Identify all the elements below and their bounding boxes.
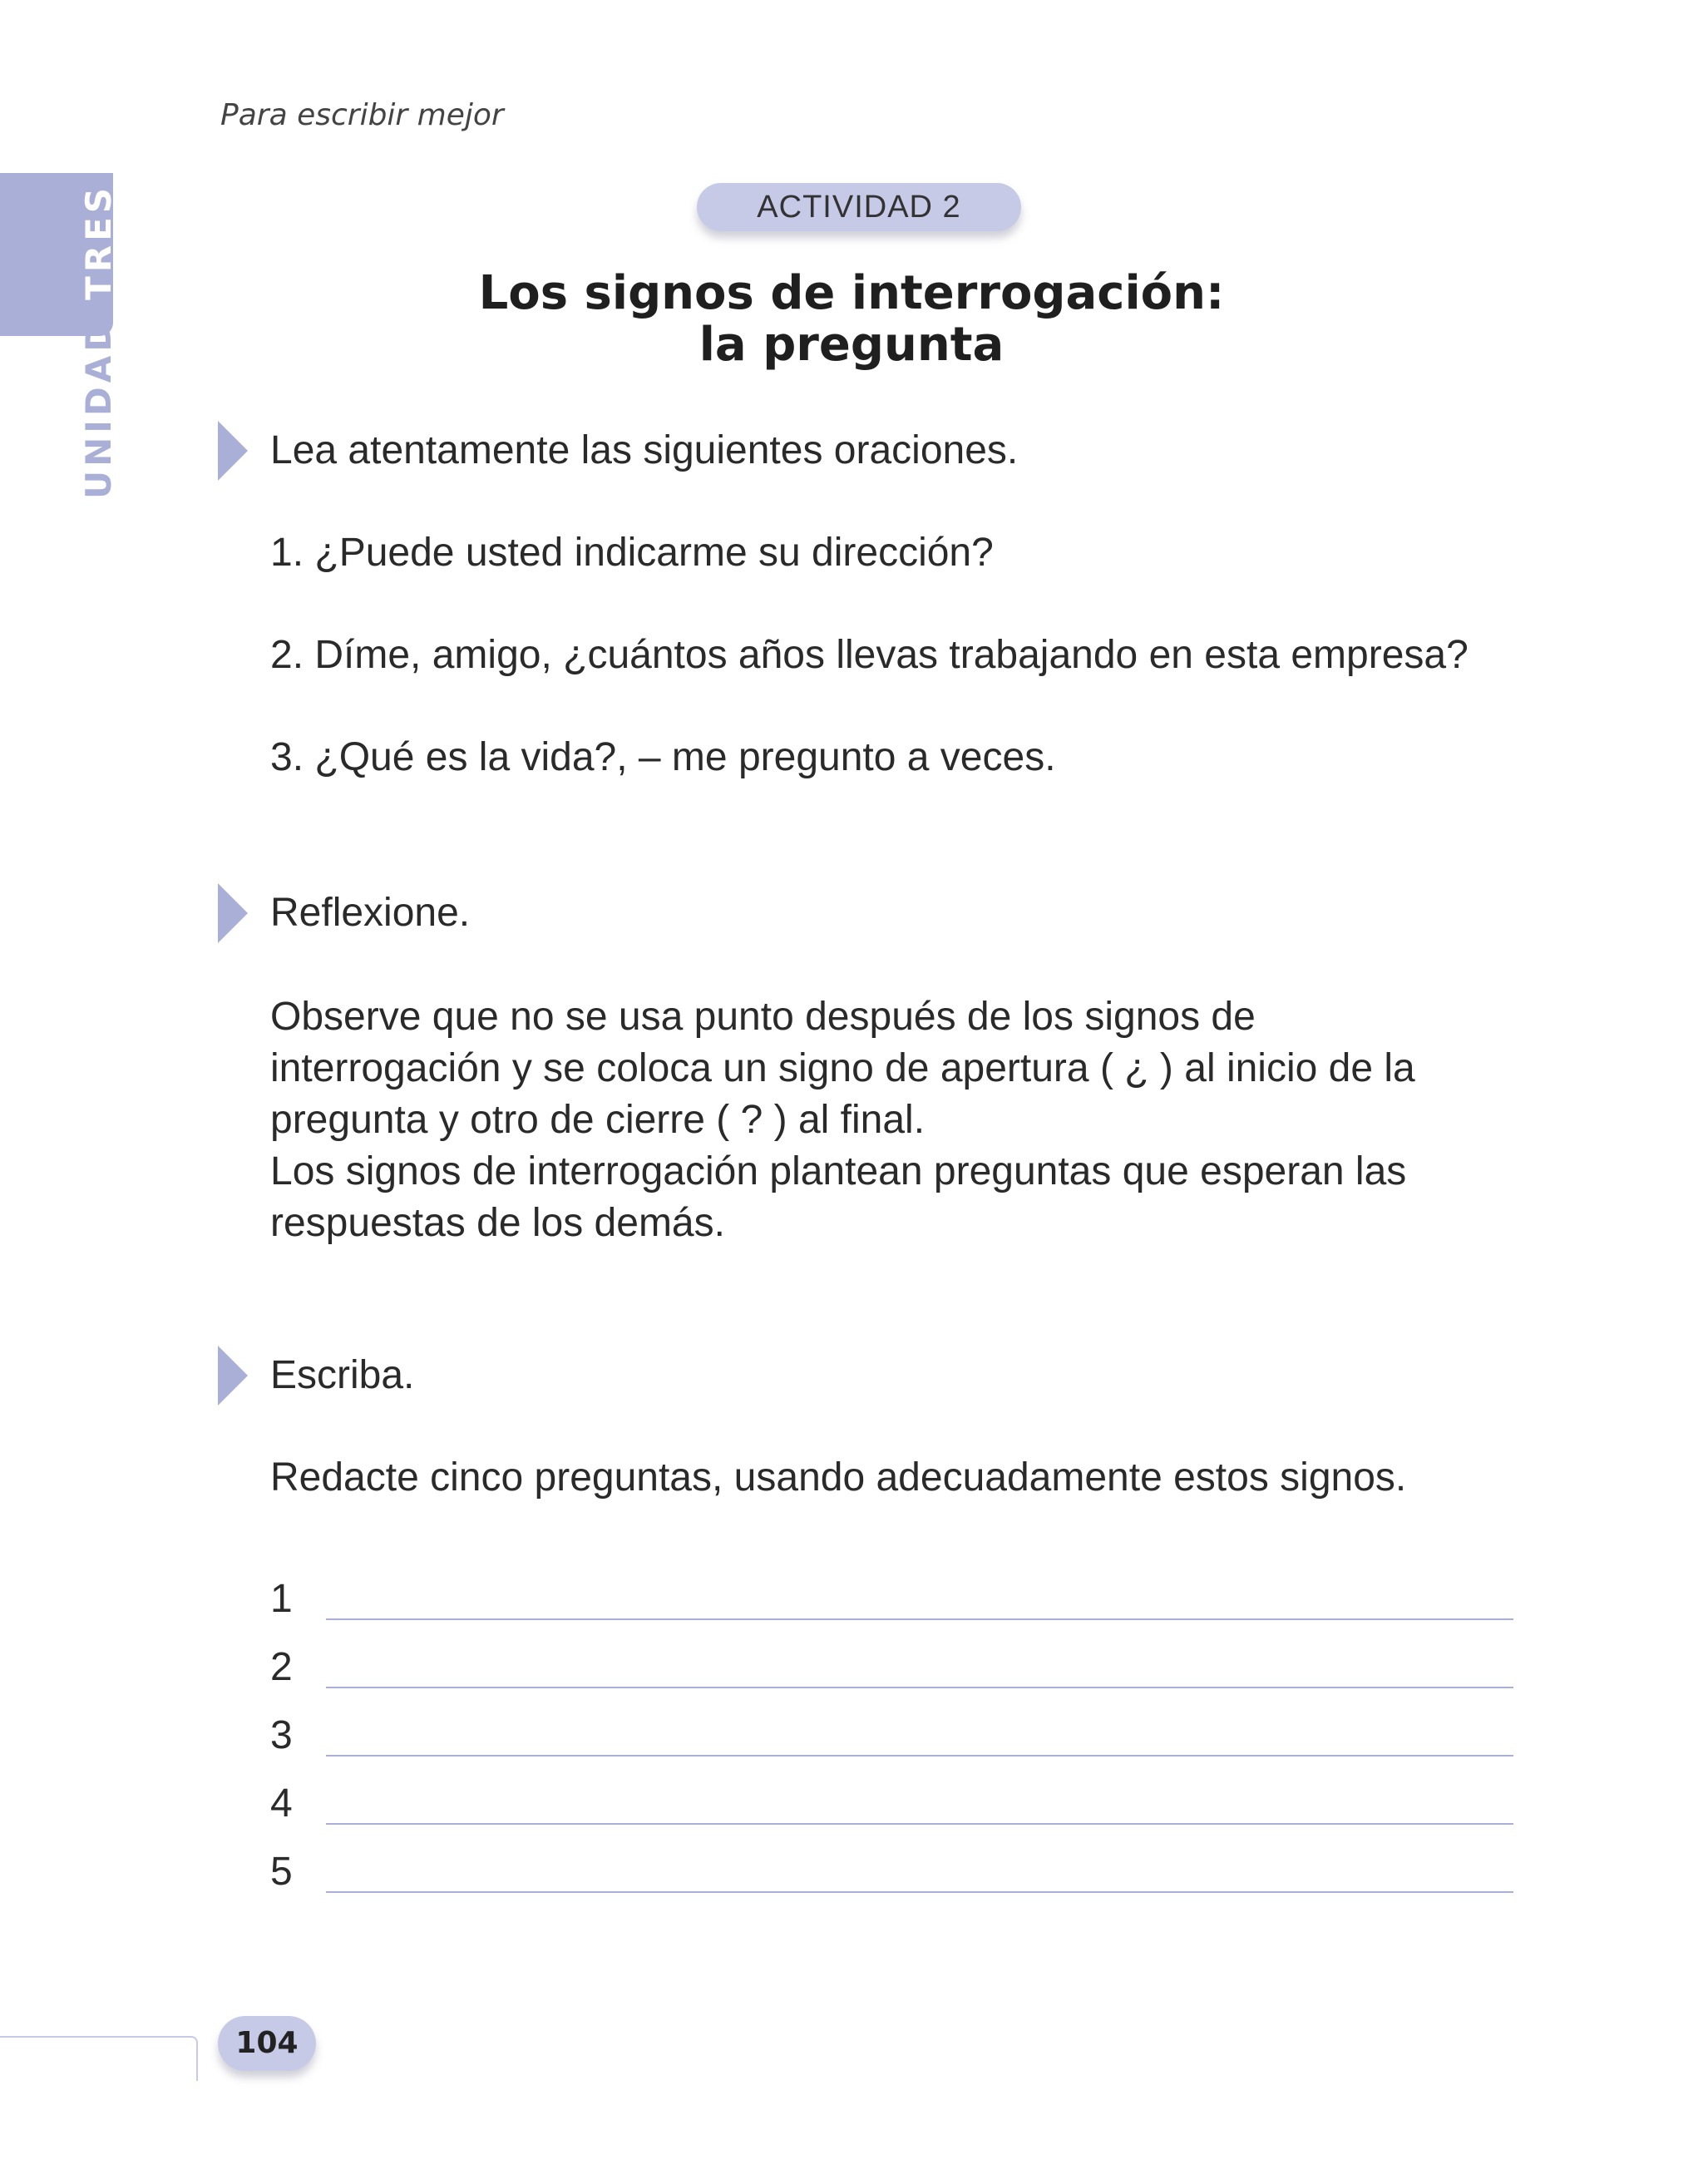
- answer-line[interactable]: [326, 1891, 1513, 1893]
- paragraph-line: Observe que no se usa punto después de los signos de: [270, 995, 1256, 1039]
- unit-number: TRES: [78, 183, 119, 300]
- paragraph-line: interrogación y se coloca un signo de apertura ( ¿ ) al inicio de la: [270, 1046, 1415, 1090]
- answer-number: 5: [270, 1850, 293, 1894]
- answer-line[interactable]: [326, 1687, 1513, 1688]
- section-arrow-icon: [218, 1346, 248, 1406]
- footer-rule: [0, 2036, 198, 2081]
- answer-number: 4: [270, 1781, 293, 1826]
- running-head: Para escribir mejor: [220, 98, 504, 132]
- read-instruction: Lea atentamente las siguientes oraciones.: [270, 428, 1019, 472]
- title-line-1: Los signos de interrogación:: [478, 266, 1225, 320]
- unit-word: UNIDAD: [78, 318, 119, 499]
- paragraph-line: respuestas de los demás.: [270, 1201, 725, 1245]
- answer-number: 3: [270, 1713, 293, 1757]
- section-arrow-icon: [218, 421, 248, 481]
- paragraph-line: Los signos de interrogación plantean preguntas que esperan las: [270, 1149, 1407, 1193]
- write-instruction: Escriba.: [270, 1353, 415, 1397]
- answer-number: 2: [270, 1645, 293, 1689]
- write-prompt: Redacte cinco preguntas, usando adecuadamente estos signos.: [270, 1455, 1407, 1500]
- paragraph-line: pregunta y otro de cierre ( ? ) al final.: [270, 1098, 926, 1142]
- answer-line[interactable]: [326, 1618, 1513, 1620]
- answer-line[interactable]: [326, 1823, 1513, 1825]
- sentence-3: 3. ¿Qué es la vida?, – me pregunto a veces.: [270, 735, 1056, 779]
- answer-number: 1: [270, 1577, 293, 1621]
- activity-badge: ACTIVIDAD 2: [697, 183, 1021, 231]
- title-line-2: la pregunta: [698, 318, 1005, 372]
- answer-line[interactable]: [326, 1755, 1513, 1757]
- sentence-2: 2. Díme, amigo, ¿cuántos años llevas trabajando en esta empresa?: [270, 633, 1469, 677]
- reflect-instruction: Reflexione.: [270, 891, 471, 935]
- reflect-paragraph: [270, 991, 1501, 1249]
- sentence-1: 1. ¿Puede usted indicarme su dirección?: [270, 531, 994, 575]
- section-arrow-icon: [218, 883, 248, 943]
- page-title: [0, 268, 1703, 371]
- page-number: 104: [218, 2016, 316, 2071]
